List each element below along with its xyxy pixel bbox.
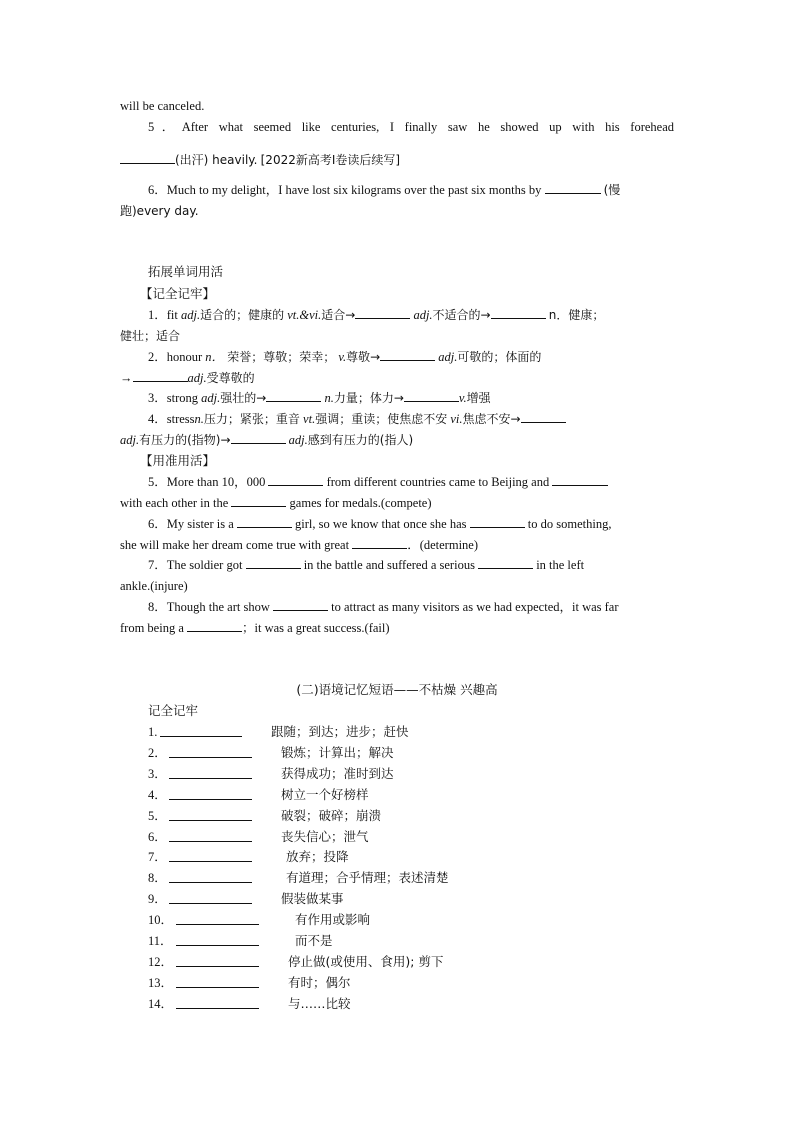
- phrase-item: [148, 973, 548, 993]
- answer-blank[interactable]: [273, 598, 328, 611]
- item-1-line-2: [120, 326, 674, 346]
- phrase-number: 1.: [148, 725, 158, 739]
- phrase-meaning: 有作用或影响: [295, 912, 371, 928]
- phrase-meaning: 丧失信心；泄气: [281, 828, 369, 844]
- answer-blank[interactable]: [169, 861, 252, 862]
- hint-text: (慢: [603, 183, 621, 197]
- text-line: [120, 96, 674, 116]
- meaning: 健壮；适合: [120, 329, 181, 343]
- sentence-fragment: will be canceled.: [120, 99, 205, 113]
- pos-label: vt.: [303, 412, 316, 426]
- phrase-number: 3．: [148, 766, 167, 781]
- exercise-5-line-1: [148, 472, 674, 492]
- answer-blank[interactable]: [169, 841, 252, 842]
- phrase-item: [148, 827, 548, 847]
- phrase-number: 14．: [148, 996, 174, 1011]
- exercise-text: ankle.(injure): [120, 579, 188, 593]
- answer-blank[interactable]: [266, 389, 321, 402]
- item-word: 1．fit: [148, 308, 178, 322]
- phrase-item: [148, 931, 548, 951]
- exercise-text: girl, so we know that once she has: [295, 517, 467, 531]
- sentence-6-line-2: [120, 201, 674, 221]
- exercise-text: in the left: [536, 558, 585, 572]
- exercise-6-line-2: [120, 535, 674, 555]
- phrase-meaning: 跟随；到达；进步；赶快: [271, 724, 409, 739]
- pos-label: adj.: [180, 308, 201, 322]
- phrase-item: [148, 910, 548, 930]
- answer-blank[interactable]: [237, 515, 292, 528]
- exercise-text: she will make her dream come true with great: [120, 538, 350, 552]
- exercise-8-line-1: [148, 597, 674, 617]
- meaning: 强调；重读；使焦虑不安: [315, 412, 448, 426]
- answer-blank[interactable]: [478, 556, 533, 569]
- answer-blank[interactable]: [176, 1008, 259, 1009]
- phrase-meaning: 获得成功；准时到达: [281, 765, 394, 781]
- phrase-number: 10．: [148, 913, 174, 928]
- pos-label: adj.: [413, 308, 433, 322]
- item-3-line: [148, 388, 674, 408]
- answer-blank[interactable]: [231, 431, 286, 444]
- exercise-5-line-2: [120, 493, 674, 513]
- item-4-line-1: [148, 409, 674, 429]
- exercise-text: 5．More than 10，000: [148, 475, 266, 489]
- section-heading: 拓展单词用活: [148, 264, 224, 279]
- answer-blank[interactable]: [176, 924, 259, 925]
- phrase-meaning: 假装做某事: [281, 891, 344, 907]
- phrase-number: 6．: [148, 829, 167, 844]
- meaning: 有压力的(指物)→: [139, 433, 231, 447]
- meaning: 尊敬→: [346, 350, 381, 364]
- item-2-line-1: [148, 347, 674, 367]
- meaning: 感到有压力的(指人): [307, 433, 414, 447]
- use-label: 【用准用活】: [140, 453, 216, 468]
- phrase-meaning: 有道理；合乎情理；表述清楚: [286, 870, 449, 886]
- sentence-6-line-1: [148, 180, 674, 200]
- phrase-number: 7．: [148, 850, 167, 865]
- phrase-number: 11．: [148, 934, 173, 948]
- answer-blank[interactable]: [491, 306, 546, 319]
- pos-label: v.: [338, 350, 347, 364]
- phrase-item: [148, 868, 548, 888]
- meaning: 不适合的→: [432, 308, 491, 322]
- exercise-text: 7．The soldier got: [148, 558, 243, 572]
- meaning: 荣誉；尊敬；荣幸；: [227, 350, 336, 364]
- answer-blank[interactable]: [404, 389, 459, 402]
- meaning: 力量；体力→: [333, 391, 404, 405]
- item-1-line-1: [148, 305, 674, 325]
- exercise-text: from different countries came to Beijing and: [326, 475, 550, 489]
- sentence-5-line-1: [148, 117, 674, 137]
- answer-blank[interactable]: [169, 778, 252, 779]
- sentence-text: 5．After what seemed like centuries, I finally saw he showed up with his forehead: [148, 120, 674, 134]
- pos-label: adj.: [120, 433, 140, 447]
- answer-blank[interactable]: [470, 515, 525, 528]
- phrase-item: [148, 722, 548, 742]
- phrase-item: [148, 764, 548, 784]
- arrow: →: [120, 371, 133, 385]
- phrase-number: 8．: [148, 871, 167, 886]
- sentence-text: 6．Much to my delight，I have lost six kilograms over the past six months by: [148, 183, 542, 197]
- pos-label: adj.: [438, 350, 458, 364]
- pos-label: vt.&vi.: [287, 308, 322, 322]
- meaning: n．健康；: [548, 308, 605, 322]
- meaning: 焦虑不安→: [462, 412, 521, 426]
- answer-blank[interactable]: [552, 473, 608, 486]
- exercise-6-line-1: [148, 514, 674, 534]
- exercise-text: 8．Though the art show: [148, 600, 270, 614]
- item-word: 3．strong: [148, 391, 199, 405]
- answer-blank[interactable]: [160, 736, 242, 737]
- meaning: 适合的；健康的: [200, 308, 285, 322]
- phrase-number: 5．: [148, 808, 167, 823]
- phrase-number: 9．: [148, 892, 167, 907]
- item-2-line-2: [120, 368, 674, 388]
- answer-blank[interactable]: [352, 536, 407, 549]
- exercise-8-line-2: [120, 618, 674, 638]
- phrase-meaning: 停止做(或使用、食用); 剪下: [288, 953, 444, 969]
- answer-blank[interactable]: [355, 306, 410, 319]
- meaning: 压力；紧张；重音: [203, 412, 300, 426]
- pos-label: adj.: [201, 391, 221, 405]
- pos-label: v.: [458, 391, 467, 405]
- phrase-meaning: 与……比较: [288, 995, 351, 1011]
- phrase-item: [148, 785, 548, 805]
- exercise-7-line-2: [120, 576, 674, 596]
- phrase-meaning: 树立一个好榜样: [281, 786, 369, 802]
- answer-blank[interactable]: [169, 903, 252, 904]
- pos-label: n.: [324, 391, 334, 405]
- meaning: 适合→: [321, 308, 356, 322]
- phrase-number: 4．: [148, 787, 167, 802]
- meaning: 可敬的；体面的: [457, 350, 542, 364]
- phrase-item: [148, 847, 548, 867]
- meaning: 增强: [466, 391, 491, 405]
- answer-blank[interactable]: [133, 369, 188, 382]
- phrase-meaning: 有时；偶尔: [288, 974, 351, 990]
- meaning: 受尊敬的: [206, 371, 255, 385]
- answer-blank[interactable]: [169, 799, 252, 800]
- pos-label: n．: [205, 350, 225, 364]
- exercise-text: to do something,: [527, 517, 612, 531]
- answer-blank[interactable]: [169, 882, 252, 883]
- meaning: 强壮的→: [220, 391, 267, 405]
- exercise-text: in the battle and suffered a serious: [303, 558, 475, 572]
- hint-text: (出汗) heavily.: [175, 153, 258, 167]
- source-note: [2022新高考Ⅰ卷读后续写]: [260, 153, 401, 167]
- phrase-item: [148, 889, 548, 909]
- memory-label: 【记全记牢】: [140, 286, 216, 301]
- exercise-7-line-1: [148, 555, 674, 575]
- pos-label: adj.: [288, 433, 308, 447]
- phrase-meaning: 而不是: [295, 933, 333, 948]
- phrase-meaning: 锻炼；计算出；解决: [281, 744, 394, 760]
- pos-label: n.: [194, 412, 204, 426]
- phrase-number: 13．: [148, 975, 174, 990]
- answer-blank[interactable]: [545, 181, 601, 194]
- sentence-text: 跑)every day.: [120, 204, 199, 218]
- sentence-5-line-2: [120, 150, 674, 170]
- answer-blank[interactable]: [521, 410, 566, 423]
- answer-blank[interactable]: [187, 619, 242, 632]
- exercise-text: to attract as many visitors as we had expected，it was far: [331, 600, 619, 614]
- answer-blank[interactable]: [176, 987, 259, 988]
- answer-blank[interactable]: [169, 757, 252, 758]
- answer-blank[interactable]: [380, 348, 435, 361]
- phrase-number: 2．: [148, 745, 167, 760]
- exercise-text: ．(determine): [407, 538, 479, 552]
- item-4-line-2: [120, 430, 674, 450]
- answer-blank[interactable]: [268, 473, 323, 486]
- exercise-text: from being a: [120, 621, 184, 635]
- answer-blank[interactable]: [176, 966, 259, 967]
- section-2-title: (二)语境记忆短语——不枯燥 兴趣高: [296, 682, 498, 697]
- phrase-item: [148, 994, 548, 1014]
- item-word: 4．stress: [148, 412, 195, 426]
- item-word: 2．honour: [148, 350, 203, 364]
- phrase-meaning: 破裂；破碎；崩溃: [281, 807, 382, 823]
- answer-blank[interactable]: [169, 820, 252, 821]
- phrase-meaning: 放弃；投降: [286, 849, 349, 865]
- answer-blank[interactable]: [120, 151, 175, 164]
- exercise-text: ；it was a great success.(fail): [242, 621, 390, 635]
- pos-label: adj.: [187, 371, 207, 385]
- pos-label: vi.: [450, 412, 463, 426]
- section-2-memory-label: 记全记牢: [148, 703, 199, 718]
- exercise-text: 6．My sister is a: [148, 517, 234, 531]
- phrase-item: [148, 743, 548, 763]
- answer-blank[interactable]: [246, 556, 301, 569]
- phrase-item: [148, 952, 548, 972]
- exercise-text: games for medals.(compete): [289, 496, 432, 510]
- answer-blank[interactable]: [231, 494, 286, 507]
- phrase-item: [148, 806, 548, 826]
- phrase-number: 12．: [148, 954, 174, 969]
- answer-blank[interactable]: [176, 945, 259, 946]
- exercise-text: with each other in the: [120, 496, 229, 510]
